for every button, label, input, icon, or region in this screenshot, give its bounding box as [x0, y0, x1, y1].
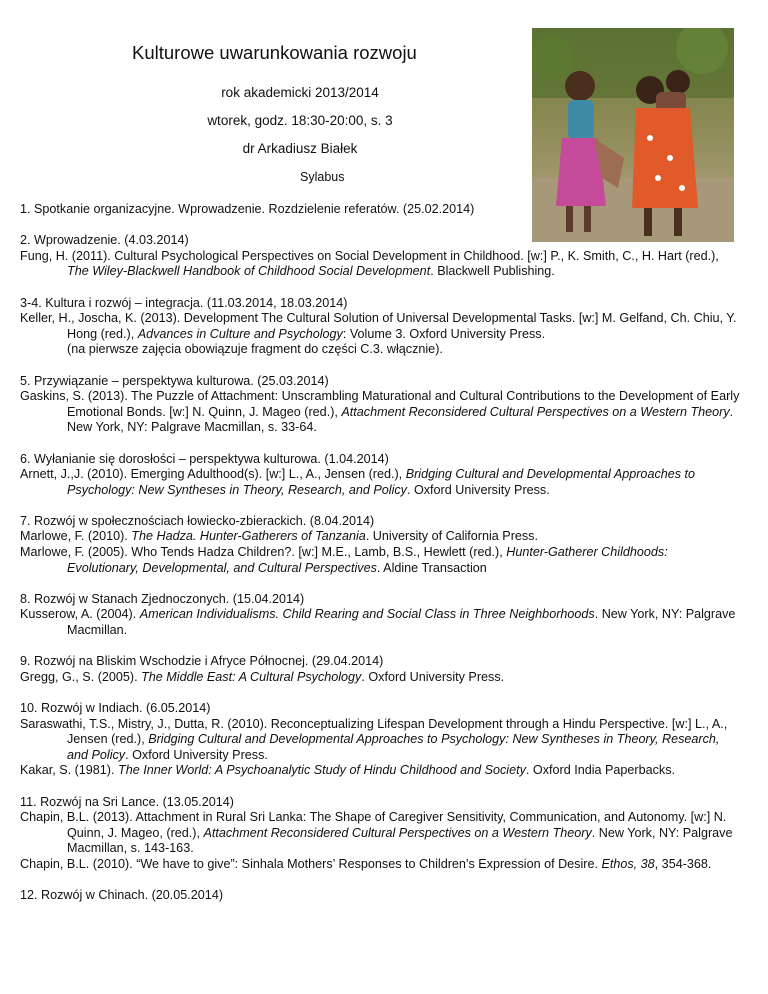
reference-entry: [20, 857, 742, 873]
section-heading: 1. Spotkanie organizacyjne. Wprowadzenie. Rozdzielenie referatów. (25.02.2014): [20, 202, 475, 216]
section-heading: 6. Wyłanianie się dorosłości – perspektywa kulturowa. (1.04.2014): [20, 451, 389, 466]
reference-title: Advances in Culture and Psychology: [137, 326, 343, 341]
reference-title: Bridging Cultural and Developmental Approaches to Psychology: New Syntheses in Theory, Research, and Policy: [67, 467, 696, 497]
section-heading: 9. Rozwój na Bliskim Wschodzie i Afryce Północnej. (29.04.2014): [20, 654, 384, 669]
reference-text: Kusserow, A. (2004).: [20, 607, 140, 622]
reference-title: American Individualisms. Child Rearing and Social Class in Three Neighborhoods: [139, 607, 595, 622]
reference-publisher: . Oxford University Press.: [125, 747, 268, 762]
section-heading: 7. Rozwój w społecznościach łowiecko-zbierackich. (8.04.2014): [20, 513, 375, 528]
reference-entry: [20, 389, 742, 436]
reference-publisher: . University of California Press.: [365, 529, 538, 544]
reference-text: Kakar, S. (1981).: [20, 763, 119, 778]
academic-year: rok akademicki 2013/2014: [221, 85, 379, 100]
syllabus-section: [20, 374, 742, 436]
reference-publisher: . New York, NY: Palgrave Macmillan, s. 143-163.: [67, 825, 733, 856]
reference-entry: [20, 342, 742, 358]
reference-text: Marlowe, F. (2005). Who Tends Hadza Children?. [w:] M.E., Lamb, B.S., Hewlett (red.),: [20, 545, 507, 560]
reference-entry: [20, 467, 742, 498]
reference-title: The Wiley-Blackwell Handbook of Childhood Social Development: [67, 264, 431, 279]
reference-publisher: . Oxford University Press.: [406, 482, 550, 497]
syllabus-section: [20, 701, 742, 779]
sylabus-label: Sylabus: [300, 170, 345, 184]
reference-text: Gregg, G., S. (2005).: [20, 669, 142, 684]
section-heading: 11. Rozwój na Sri Lance. (13.05.2014): [20, 794, 234, 809]
page-title: Kulturowe uwarunkowania rozwoju: [132, 42, 417, 63]
syllabus-section: [20, 296, 742, 358]
syllabus-section: [20, 888, 742, 904]
reference-title: The Hadza. Hunter-Gatherers of Tanzania: [131, 529, 366, 544]
syllabus-section: [20, 233, 742, 280]
reference-publisher: . New York, NY: Palgrave Macmillan, s. 33-64.: [67, 404, 734, 435]
reference-publisher: . Blackwell Publishing.: [430, 264, 555, 279]
section-heading: 10. Rozwój w Indiach. (6.05.2014): [20, 701, 211, 715]
reference-title: Attachment Reconsidered Cultural Perspectives on a Western Theory: [203, 825, 592, 840]
reference-text: Saraswathi, T.S., Mistry, J., Dutta, R. (2010). Reconceptualizing Lifespan Development through a Hindu Perspective. [w:] L., A., Jensen (red.),: [20, 716, 728, 747]
section-heading: 12. Rozwój w Chinach. (20.05.2014): [20, 888, 224, 903]
reference-publisher: , 354-368.: [654, 856, 712, 871]
reference-entry: [20, 810, 742, 857]
reference-text: Arnett, J.,J. (2010). Emerging Adulthood(s). [w:] L., A., Jensen (red.),: [20, 467, 406, 482]
reference-entry: [20, 545, 742, 576]
section-heading: 3-4. Kultura i rozwój – integracja. (11.03.2014, 18.03.2014): [20, 295, 348, 310]
reference-text: Marlowe, F. (2010).: [20, 529, 132, 544]
reference-publisher: . Aldine Transaction: [376, 560, 487, 575]
syllabus-section: [20, 452, 742, 499]
reference-title: The Inner World: A Psychoanalytic Study of Hindu Childhood and Society: [118, 763, 526, 778]
reference-publisher: . Oxford University Press.: [361, 669, 505, 684]
section-heading: 2. Wprowadzenie. (4.03.2014): [20, 233, 189, 248]
reference-entry: [20, 529, 742, 545]
reference-text: Gaskins, S. (2013). The Puzzle of Attachment: Unscrambling Maturational and Cultural Contributions to the Development of Early Emotional Bonds. [w:] N. Quinn, J. Mageo (red.),: [20, 389, 740, 419]
section-heading: 5. Przywiązanie – perspektywa kulturowa. (25.03.2014): [20, 373, 329, 388]
lecturer: dr Arkadiusz Białek: [242, 141, 358, 156]
reference-text: Keller, H., Joscha, K. (2013). Development The Cultural Solution of Universal Developmental Tasks. [w:] M. Gelfand, Ch. Chiu, Y. Hong (red.),: [20, 311, 737, 341]
reference-title: Attachment Reconsidered Cultural Perspectives on a Western Theory: [341, 404, 730, 419]
schedule: wtorek, godz. 18:30-20:00, s. 3: [207, 113, 393, 128]
syllabus-sections: [20, 202, 742, 919]
reference-text: (na pierwsze zajęcia obowiązuje fragment do części C.3. włącznie).: [67, 342, 443, 357]
reference-entry: [20, 670, 742, 686]
reference-title: Bridging Cultural and Developmental Approaches to Psychology: New Syntheses in Theory, Research, and Policy: [67, 732, 720, 762]
reference-publisher: : Volume 3. Oxford University Press.: [342, 326, 546, 341]
syllabus-section: [20, 592, 742, 639]
syllabus-section: [20, 795, 742, 873]
reference-entry: [20, 607, 742, 638]
reference-text: Chapin, B.L. (2010). “We have to give”: Sinhala Mothers’ Responses to Children’s Expression of Desire.: [20, 856, 602, 871]
reference-title: Ethos, 38: [601, 856, 655, 871]
section-heading: 8. Rozwój w Stanach Zjednoczonych. (15.04.2014): [20, 591, 305, 606]
reference-title: Hunter-Gatherer Childhoods: Evolutionary, Developmental, and Cultural Perspectives: [67, 545, 668, 575]
reference-entry: [20, 311, 742, 342]
syllabus-section: [20, 202, 742, 218]
reference-text: Fung, H. (2011). Cultural Psychological Perspectives on Social Development in Childhood. [w:] P., K. Smith, C., H. Hart (red.),: [20, 248, 719, 263]
reference-publisher: . Oxford India Paperbacks.: [525, 763, 676, 778]
reference-text: Chapin, B.L. (2013). Attachment in Rural Sri Lanka: The Shape of Caregiver Sensitivity, Communication, and Autonomy. [w:] N. Quinn, J. Mageo, (red.),: [20, 810, 727, 840]
syllabus-section: [20, 654, 742, 685]
syllabus-section: [20, 514, 742, 576]
reference-publisher: . New York, NY: Palgrave Macmillan.: [67, 607, 736, 638]
reference-entry: [20, 249, 742, 280]
reference-entry: [20, 717, 742, 764]
reference-entry: [20, 763, 742, 779]
reference-title: The Middle East: A Cultural Psychology: [141, 669, 362, 684]
